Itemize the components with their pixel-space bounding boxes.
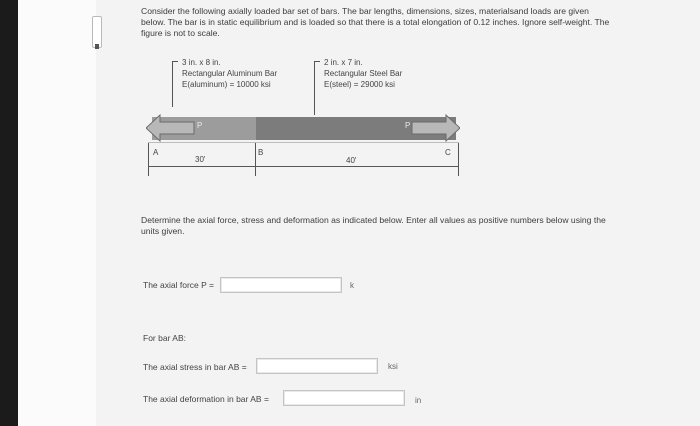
node-c-frame (458, 142, 459, 176)
aluminum-size: 3 in. x 8 in. (182, 58, 221, 67)
stress-unit: ksi (388, 362, 398, 371)
stress-label: The axial stress in bar AB = (143, 362, 247, 372)
left-edge-strip (0, 0, 18, 426)
aluminum-modulus: E(aluminum) = 10000 ksi (182, 80, 271, 89)
dimension-line-bc (256, 166, 459, 167)
dimension-line-ab (148, 166, 256, 167)
steel-modulus: E(steel) = 29000 ksi (324, 80, 395, 89)
bar-diagram (140, 55, 470, 190)
force-label: The axial force P = (143, 280, 214, 290)
problem-statement: Consider the following axially loaded bar set of bars. The bar lengths, dimensions, sizes, materialsand loads are given below. The bar is in static equilibrium and is loaded so that there is a total elongation of 0.12 inches. Ignore self-weight. The figure is not to scale. (141, 6, 610, 39)
stress-input[interactable] (256, 358, 378, 374)
steel-name: Rectangular Steel Bar (324, 69, 403, 78)
length-bc-label: 40' (346, 156, 357, 165)
left-load-label: P (197, 121, 203, 130)
aluminum-name: Rectangular Aluminum Bar (182, 69, 278, 78)
node-b-frame (255, 142, 256, 176)
aluminum-leader-tick (172, 61, 178, 62)
left-load-arrow-icon (146, 113, 196, 143)
steel-leader-line (314, 61, 315, 115)
point-a-label: A (153, 148, 159, 157)
steel-size: 2 in. x 7 in. (324, 58, 363, 67)
force-unit: k (350, 281, 354, 290)
length-ab-label: 30' (195, 155, 206, 164)
node-top-line (148, 142, 459, 143)
right-load-label: P (405, 121, 411, 130)
force-input[interactable] (220, 277, 342, 293)
tab-grip-icon (95, 44, 99, 49)
point-b-label: B (258, 148, 264, 157)
deformation-input[interactable] (283, 390, 405, 406)
deformation-label: The axial deformation in bar AB = (143, 394, 269, 404)
question-text: Determine the axial force, stress and deformation as indicated below. Enter all values as positive numbers below using the units given. (141, 215, 606, 236)
aluminum-leader-line (172, 61, 173, 107)
steel-leader-tick (314, 61, 320, 62)
right-load-arrow-icon (410, 113, 460, 143)
bar-ab-heading: For bar AB: (143, 333, 186, 343)
node-a-frame (148, 142, 149, 176)
deformation-unit: in (415, 396, 422, 405)
point-c-label: C (445, 148, 451, 157)
